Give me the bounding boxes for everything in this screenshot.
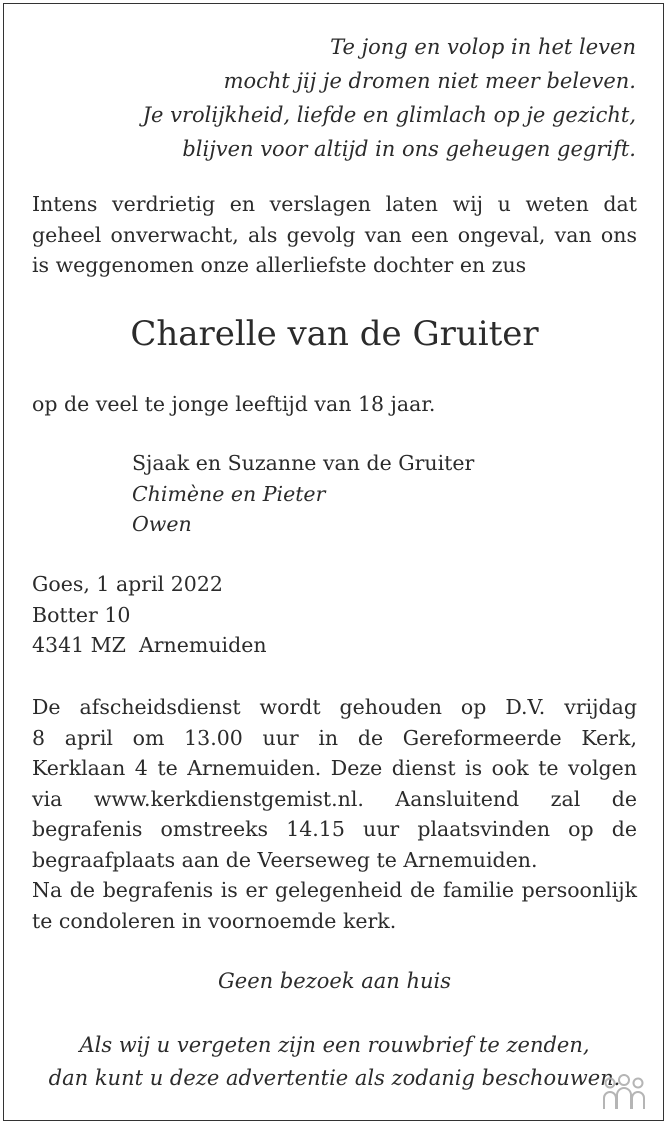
intro-line: is weggenomen onze allerliefste dochter en zus bbox=[32, 253, 527, 277]
service-line: 8 april om 13.00 uur in de Gereformeerde Kerk, bbox=[32, 725, 637, 750]
service-line: begraafplaats aan de Veerseweg te Arnemuiden. bbox=[32, 847, 538, 872]
service-line: De afscheidsdienst wordt gehouden op D.V. vrijdag bbox=[32, 695, 637, 719]
poem bbox=[143, 30, 636, 166]
closing-line: dan kunt u deze advertentie als zodanig beschouwen. bbox=[48, 1066, 621, 1090]
obituary-frame bbox=[3, 3, 664, 1121]
poem-line: mocht jij je dromen niet meer beleven. bbox=[223, 69, 636, 93]
intro-text bbox=[32, 189, 637, 281]
deceased-name: Charelle van de Gruiter bbox=[130, 314, 539, 354]
family-siblings: Chimène en Pieter bbox=[132, 481, 326, 506]
service-text bbox=[32, 692, 637, 936]
poem-line: Je vrolijkheid, liefde en glimlach op je gezicht, bbox=[142, 103, 636, 127]
closing-note bbox=[0, 1029, 669, 1095]
people-group-icon bbox=[601, 1072, 647, 1112]
closing-line: Als wij u vergeten zijn een rouwbrief te zenden, bbox=[79, 1033, 590, 1057]
address-street: Botter 10 bbox=[32, 602, 131, 627]
poem-line: Te jong en volop in het leven bbox=[330, 35, 636, 59]
intro-line: Intens verdrietig en verslagen laten wij u weten dat bbox=[32, 192, 637, 216]
family-sibling: Owen bbox=[132, 512, 192, 536]
address-block bbox=[32, 569, 267, 661]
address-postal: 4341 MZ Arnemuiden bbox=[32, 633, 267, 657]
intro-line: geheel onverwacht, als gevolg van een ongeval, van ons bbox=[32, 222, 637, 247]
poem-line: blijven voor altijd in ons geheugen gegrift. bbox=[182, 137, 636, 161]
family-list bbox=[132, 448, 474, 540]
family-parents: Sjaak en Suzanne van de Gruiter bbox=[132, 451, 475, 475]
condolence-line: Na de begrafenis is er gelegenheid de familie persoonlijk bbox=[32, 878, 637, 902]
age-line: op de veel te jonge leeftijd van 18 jaar. bbox=[32, 392, 436, 416]
service-line: Kerklaan 4 te Arnemuiden. Deze dienst is ook te volgen bbox=[32, 756, 637, 780]
no-visit-note: Geen bezoek aan huis bbox=[217, 969, 452, 993]
service-line: via www.kerkdienstgemist.nl. Aansluitend zal de bbox=[32, 786, 637, 811]
address-date: Goes, 1 april 2022 bbox=[32, 572, 223, 596]
condolence-line: te condoleren in voornoemde kerk. bbox=[32, 908, 397, 933]
service-line: begrafenis omstreeks 14.15 uur plaatsvinden op de bbox=[32, 817, 637, 841]
